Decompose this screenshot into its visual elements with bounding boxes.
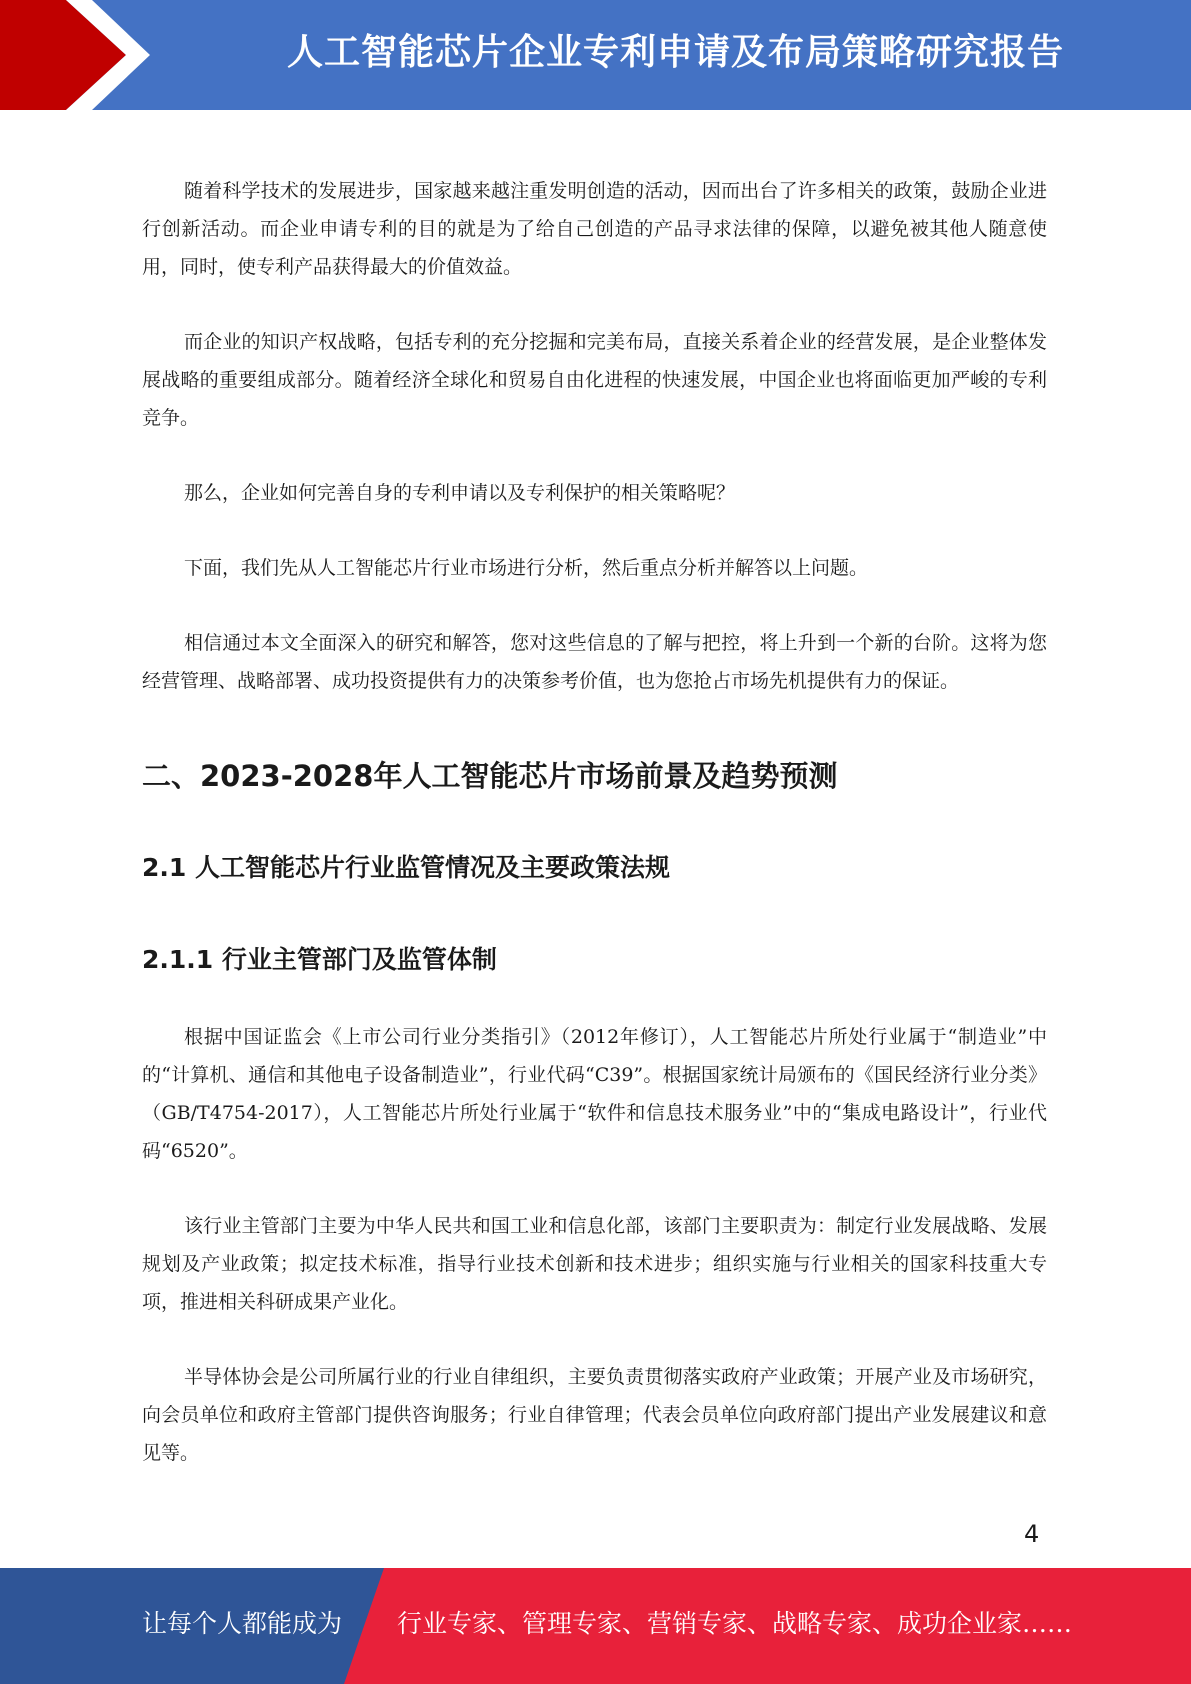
body-paragraph-2: 该行业主管部门主要为中华人民共和国工业和信息化部，该部门主要职责为：制定行业发展战略、发展规划及产业政策；拟定技术标准，指导行业技术创新和技术进步；组织实施与行业相关的国家科技重大专项，推进相关科研成果产业化。: [142, 1215, 1047, 1313]
subsection-heading: 2.1 人工智能芯片行业监管情况及主要政策法规: [142, 853, 670, 882]
page-number: 4: [1024, 1520, 1040, 1548]
intro-paragraph-3: 那么，企业如何完善自身的专利申请以及专利保护的相关策略呢？: [184, 482, 736, 504]
intro-paragraph-4: 下面，我们先从人工智能芯片行业市场进行分析，然后重点分析并解答以上问题。: [184, 557, 869, 579]
header-arrow-decoration: [0, 0, 160, 110]
subsubsection-heading: 2.1.1 行业主管部门及监管体制: [142, 945, 497, 974]
page-content: [142, 172, 1047, 1509]
intro-paragraph-5: 相信通过本文全面深入的研究和解答，您对这些信息的了解与把控，将上升到一个新的台阶。这将为您经营管理、战略部署、成功投资提供有力的决策参考价值，也为您抢占市场先机提供有力的保证。: [142, 632, 1047, 692]
report-header: [0, 0, 1191, 110]
intro-paragraph-1: 随着科学技术的发展进步，国家越来越注重发明创造的活动，因而出台了许多相关的政策，鼓励企业进行创新活动。而企业申请专利的目的就是为了给自己创造的产品寻求法律的保障，以避免被其他人随意使用，同时，使专利产品获得最大的价值效益。: [142, 180, 1047, 278]
section-heading: 二、2023-2028年人工智能芯片市场前景及趋势预测: [142, 759, 838, 793]
footer-slogan-left: 让每个人都能成为: [142, 1609, 343, 1638]
body-paragraph-3: 半导体协会是公司所属行业的行业自律组织，主要负责贯彻落实政府产业政策；开展产业及市场研究，向会员单位和政府主管部门提供咨询服务；行业自律管理；代表会员单位向政府部门提出产业发展建议和意见等。: [142, 1366, 1047, 1464]
intro-paragraph-2: 而企业的知识产权战略，包括专利的充分挖掘和完美布局，直接关系着企业的经营发展，是企业整体发展战略的重要组成部分。随着经济全球化和贸易自由化进程的快速发展，中国企业也将面临更加严峻的专利竞争。: [142, 331, 1047, 429]
footer-slogan-right: 行业专家、管理专家、营销专家、战略专家、成功企业家……: [397, 1609, 1073, 1638]
report-title: 人工智能芯片企业专利申请及布局策略研究报告: [286, 32, 1064, 73]
report-footer: [0, 1568, 1191, 1684]
body-paragraph-1: 根据中国证监会《上市公司行业分类指引》（2012年修订），人工智能芯片所处行业属于“制造业”中的“计算机、通信和其他电子设备制造业”，行业代码“C39”。根据国家统计局颁布的《国民经济行业分类》（GB/T4754-2017），人工智能芯片所处行业属于“软件和信息技术服务业”中的“集成电路设计”，行业代码“6520”。: [142, 1026, 1047, 1162]
